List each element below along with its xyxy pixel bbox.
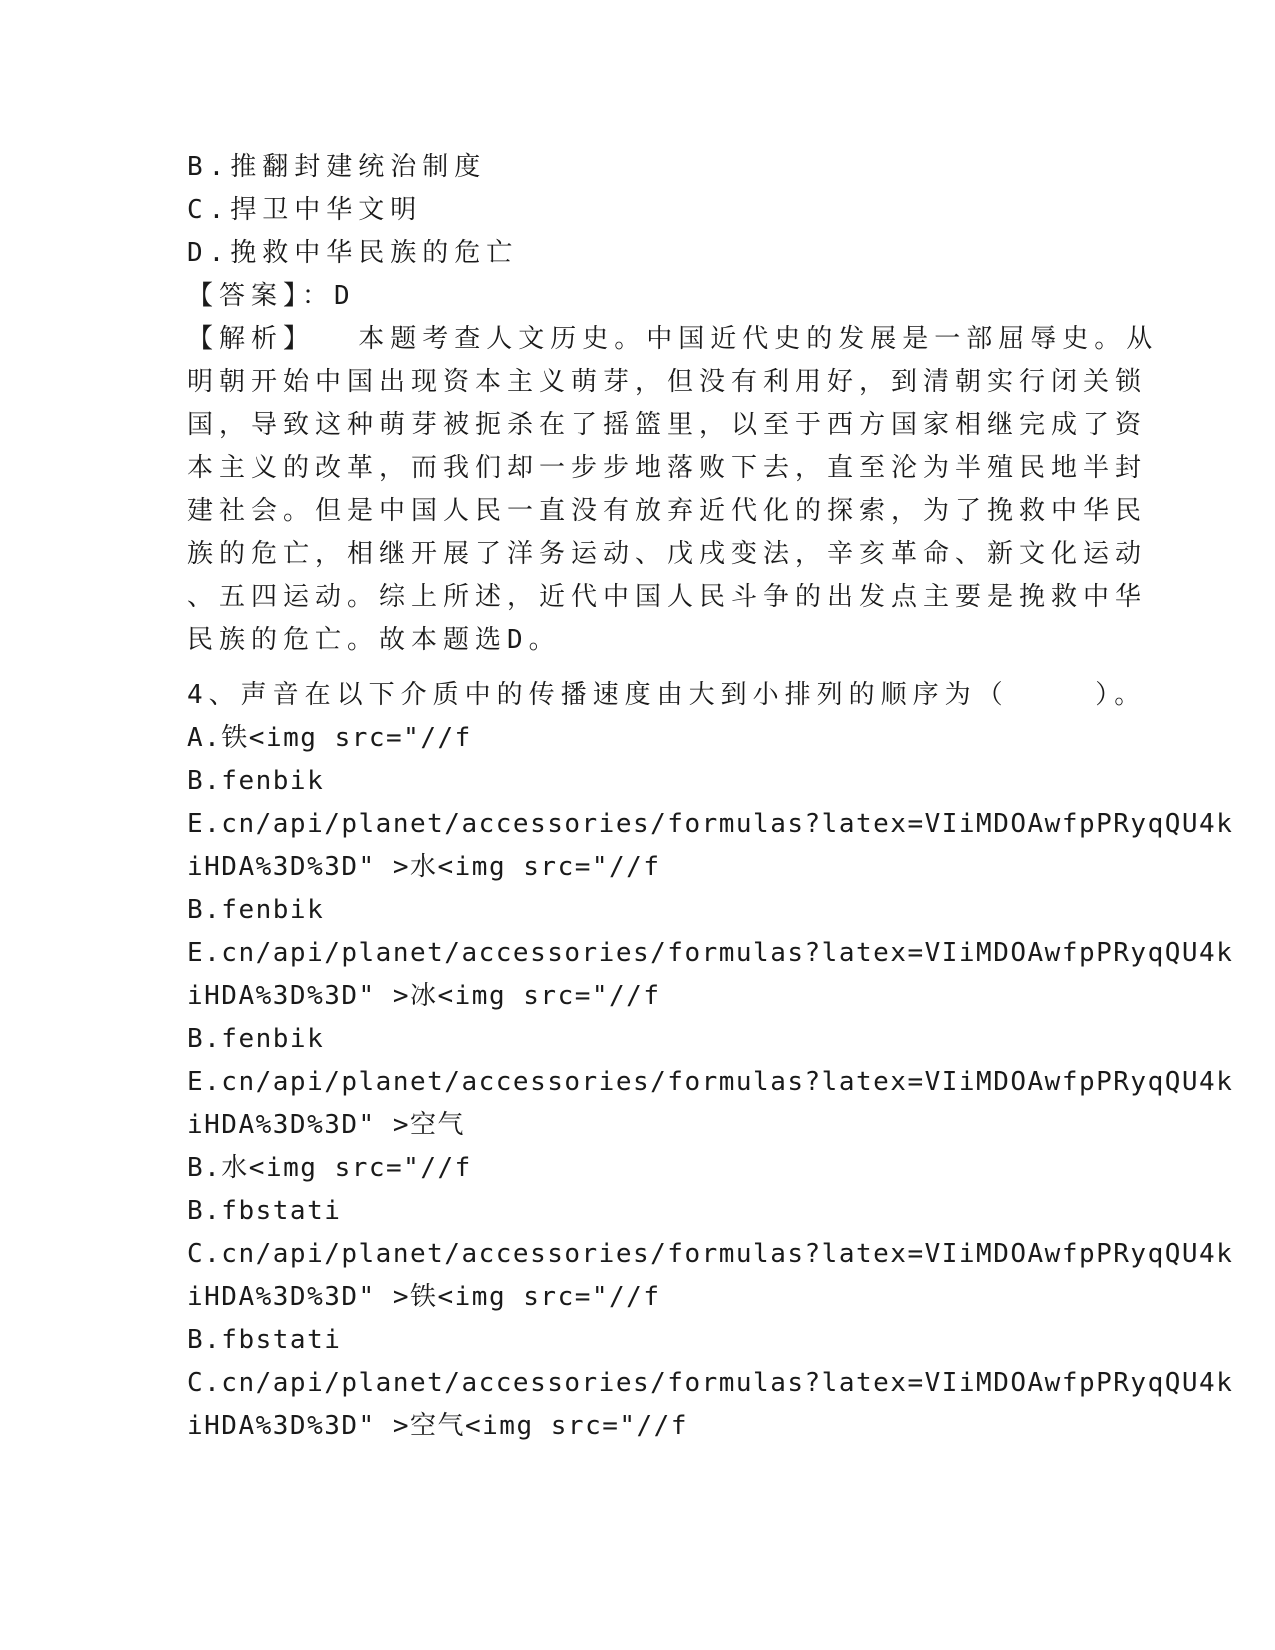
analysis-line: 本主义的改革，而我们却一步步地落败下去，直至沦为半殖民地半封 [187,453,1148,483]
question-4-line: E.cn/api/planet/accessories/formulas?latex=VIiMDOAwfpPRyqQU4k [187,1067,1234,1097]
question-4-line: E.cn/api/planet/accessories/formulas?latex=VIiMDOAwfpPRyqQU4k [187,809,1234,839]
document-page [187,146,1234,1448]
question-4-line: C.cn/api/planet/accessories/formulas?latex=VIiMDOAwfpPRyqQU4k [187,1239,1234,1269]
section-gap [187,662,1087,674]
question-4-line: iHDA%3D%3D" >空气 [187,1110,465,1140]
analysis-line: 国，导致这种萌芽被扼杀在了摇篮里，以至于西方国家相继完成了资 [187,410,1148,440]
analysis-line: 明朝开始中国出现资本主义萌芽，但没有利用好，到清朝实行闭关锁 [187,367,1148,397]
question-4-line: B.fbstati [187,1196,342,1226]
question-4-line: A.铁<img src="//f [187,723,472,753]
question-4-line: B.fenbik [187,766,325,796]
analysis-line: 族的危亡，相继开展了洋务运动、戊戌变法，辛亥革命、新文化运动 [187,539,1148,569]
analysis-line: 建社会。但是中国人民一直没有放弃近代化的探索，为了挽救中华民 [187,496,1148,526]
question-4-line: iHDA%3D%3D" >水<img src="//f [187,852,661,882]
question-4-line: C.cn/api/planet/accessories/formulas?latex=VIiMDOAwfpPRyqQU4k [187,1368,1234,1398]
analysis-line: 、五四运动。综上所述，近代中国人民斗争的出发点主要是挽救中华 [187,582,1148,612]
question-4-line: B.fenbik [187,1024,325,1054]
question-4-line: iHDA%3D%3D" >空气<img src="//f [187,1411,688,1441]
answer-line: 【答案】：D [187,281,356,311]
option-d: D.挽救中华民族的危亡 [187,238,519,268]
analysis-line: 民族的危亡。故本题选D。 [187,625,561,655]
option-b: B.推翻封建统治制度 [187,152,487,182]
question-4-line: iHDA%3D%3D" >铁<img src="//f [187,1282,661,1312]
question-4-line: E.cn/api/planet/accessories/formulas?latex=VIiMDOAwfpPRyqQU4k [187,938,1234,968]
question-4-line: B.fenbik [187,895,325,925]
option-c: C.捍卫中华文明 [187,195,423,225]
question-4-line: B.fbstati [187,1325,342,1355]
question-4-line: B.水<img src="//f [187,1153,472,1183]
analysis-line: 【解析】 本题考查人文历史。中国近代史的发展是一部屈辱史。从 [187,324,1159,354]
question-4-line: iHDA%3D%3D" >冰<img src="//f [187,981,661,1011]
question-4-stem: 4、声音在以下介质中的传播速度由大到小排列的顺序为（ ）。 [187,680,1147,710]
